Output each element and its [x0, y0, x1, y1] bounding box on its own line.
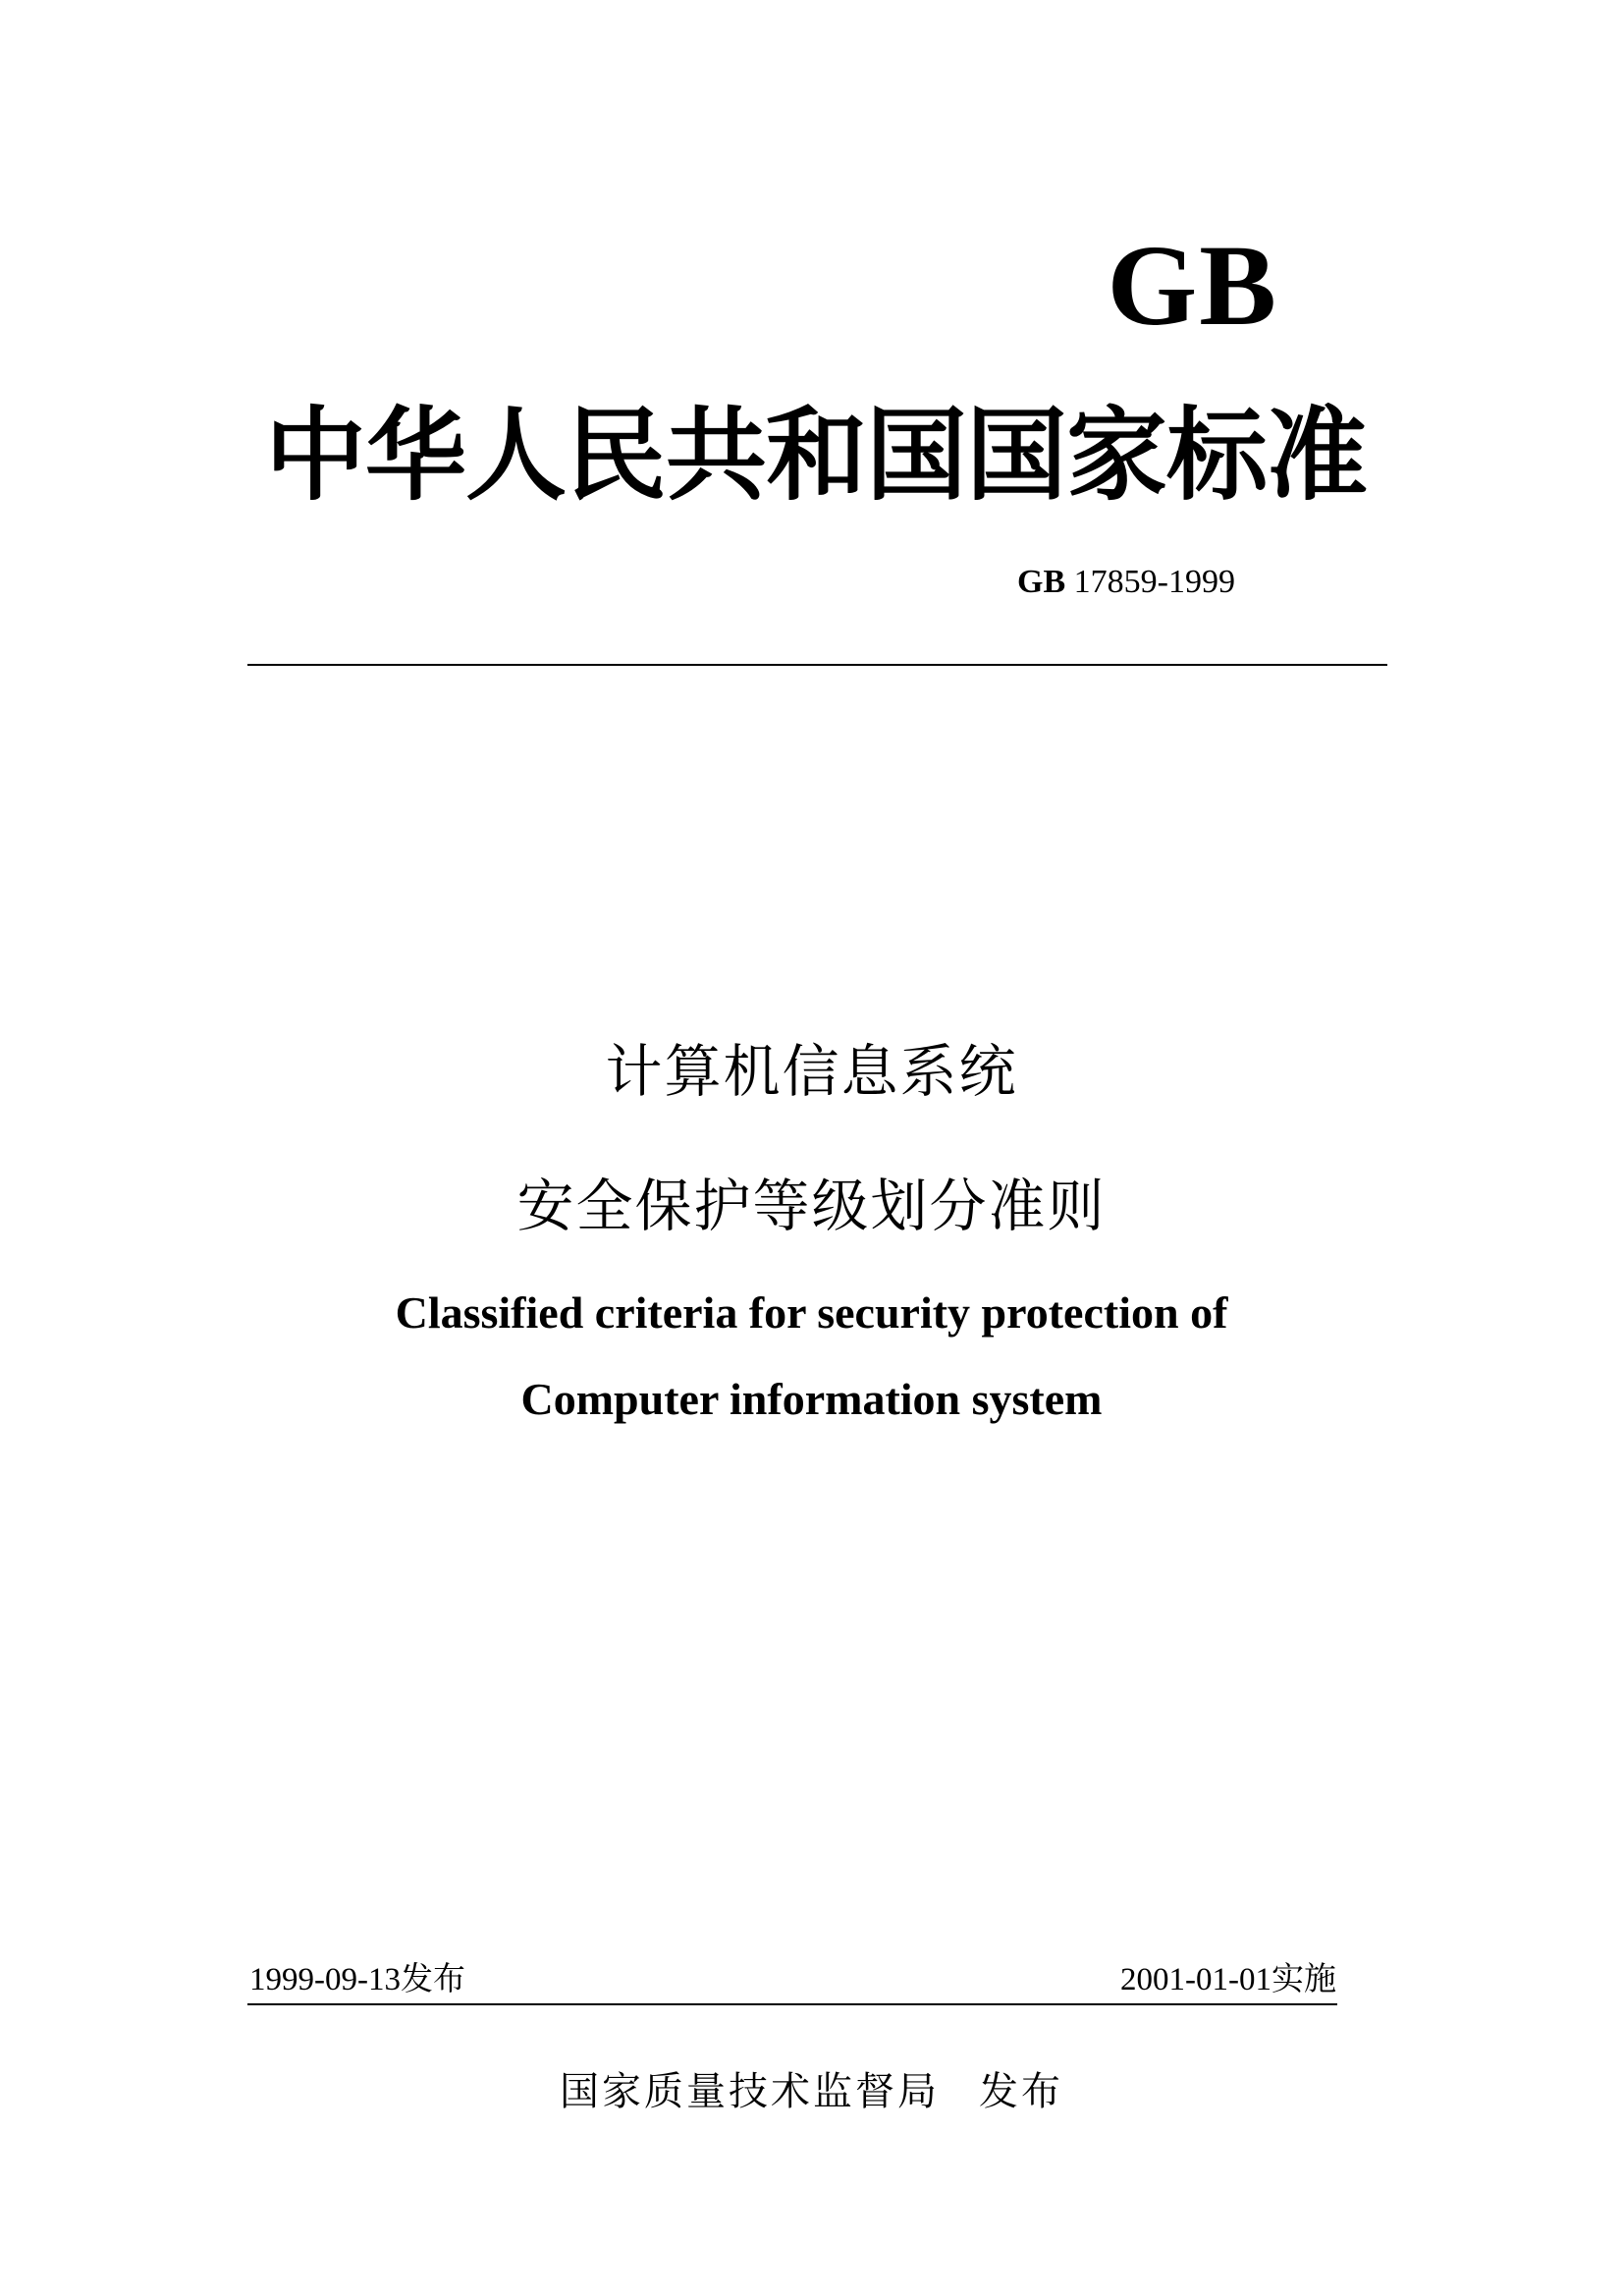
effective-date	[1120, 1964, 1336, 1996]
issuer	[0, 2069, 1623, 2113]
issue-date-label: 发布	[400, 1962, 465, 1997]
english-title-line-1: Classified criteria for security protection of	[395, 1287, 1228, 1338]
bottom-divider	[247, 2003, 1337, 2005]
standard-code-prefix: GB	[1017, 564, 1066, 600]
national-standard-title: 中华人民共和国国家标准	[265, 397, 1367, 515]
effective-date-label: 实施	[1271, 1962, 1336, 1997]
issuer-action: 发布	[979, 2069, 1063, 2113]
english-title-line-2: Computer information system	[520, 1374, 1103, 1424]
issue-date	[249, 1964, 465, 1996]
issuer-name: 国家质量技术监督局	[560, 2069, 940, 2113]
effective-date-value: 2001-01-01	[1120, 1962, 1271, 1997]
top-divider	[247, 664, 1387, 666]
standard-number	[1017, 566, 1235, 599]
chinese-title-line-1: 计算机信息系统	[605, 1038, 1018, 1105]
issue-date-value: 1999-09-13	[249, 1962, 401, 1997]
chinese-title-line-2: 安全保护等级划分准则	[516, 1173, 1107, 1239]
standard-code-number: 17859-1999	[1073, 564, 1235, 600]
gb-mark: GB	[1107, 221, 1278, 350]
